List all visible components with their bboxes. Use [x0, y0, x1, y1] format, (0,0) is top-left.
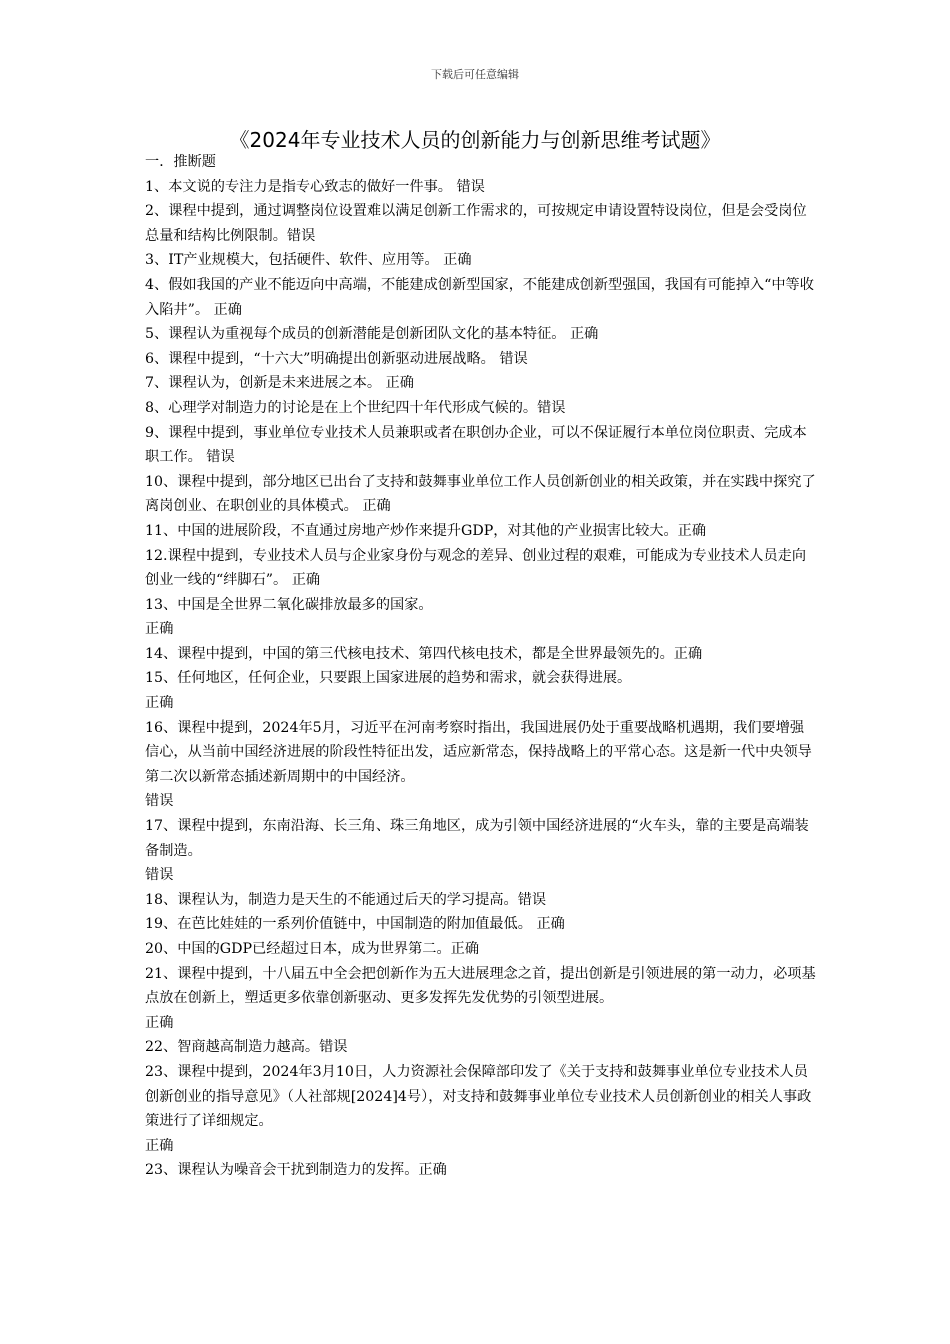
question-line: 20、中国的GDP已经超过日本，成为世界第二。正确	[145, 941, 480, 957]
document-body	[145, 150, 817, 1183]
answer-line: 错误	[145, 867, 174, 884]
answer-line: 错误	[145, 793, 174, 810]
question-line: 23、课程认为噪音会干扰到制造力的发挥。正确	[145, 1162, 447, 1179]
answer-line: 正确	[145, 1137, 174, 1154]
answer-line: 正确	[145, 621, 174, 638]
question-line: 14、课程中提到，中国的第三代核电技术、第四代核电技术，都是全世界最领先的。正确	[145, 645, 703, 662]
question-line: 7、课程认为，创新是未来进展之本。 正确	[145, 375, 414, 392]
question-line: 18、课程认为，制造力是天生的不能通过后天的学习提高。错误	[145, 891, 547, 908]
question-line: 12.课程中提到，专业技术人员与企业家身份与观念的差异、创业过程的艰难，可能成为专业技术人员走向创业一线的“绊脚石”。 正确	[145, 547, 807, 589]
question-line: 11、中国的进展阶段，不直通过房地产炒作来提升GDP，对其他的产业损害比较大。正确	[145, 522, 707, 539]
question-line: 17、课程中提到，东南沿海、长三角、珠三角地区，成为引领中国经济进展的“火车头，靠的主要是高端装备制造。	[145, 818, 809, 859]
question-line: 13、中国是全世界二氧化碳排放最多的国家。	[145, 596, 433, 613]
document-title: 《2024年专业技术人员的创新能力与创新思维考试题》	[229, 128, 721, 152]
section-heading: 一．推断题	[145, 154, 216, 170]
question-line: 1、本文说的专注力是指专心致志的做好一件事。 错误	[145, 178, 485, 195]
question-line: 23、课程中提到，2024年3月10日，人力资源社会保障部印发了《关于支持和鼓舞事业单位专业技术人员创新创业的指导意见》（人社部规[2024]4号），对支持和鼓舞事业单位专业技术人员创新创业的相关人事政策进行了详细规定。	[145, 1063, 812, 1130]
question-line: 15、任何地区，任何企业，只要跟上国家进展的趋势和需求，就会获得进展。	[145, 670, 632, 687]
question-line: 2、课程中提到，通过调整岗位设置难以满足创新工作需求的，可按规定申请设置特设岗位，但是会受岗位总量和结构比例限制。错误	[145, 203, 807, 244]
answer-line: 正确	[145, 695, 174, 712]
question-line: 6、课程中提到，“十六大”明确提出创新驱动进展战略。 错误	[145, 350, 528, 367]
question-line: 4、假如我国的产业不能迈向中高端，不能建成创新型国家，不能建成创新型强国，我国有可能掉入“中等收入陷井”。 正确	[145, 276, 814, 318]
answer-line: 正确	[145, 1014, 174, 1031]
question-line: 16、课程中提到，2024年5月，习近平在河南考察时指出，我国进展仍处于重要战略机遇期，我们要增强信心，从当前中国经济进展的阶段性特征出发，适应新常态，保持战略上的平常心态。这是新一代中央领导第二次以新常态插述新周期中的中国经济。	[145, 719, 812, 785]
header-note: 下载后可任意编辑	[431, 68, 519, 81]
question-line: 5、课程认为重视每个成员的创新潜能是创新团队文化的基本特征。 正确	[145, 326, 599, 343]
question-line: 9、课程中提到，事业单位专业技术人员兼职或者在职创办企业，可以不保证履行本单位岗位职责、完成本职工作。 错误	[145, 424, 807, 466]
question-line: 3、IT产业规模大，包括硬件、软件、应用等。 正确	[145, 252, 472, 269]
question-line: 8、心理学对制造力的讨论是在上个世纪四十年代形成气候的。错误	[145, 399, 566, 416]
question-line: 21、课程中提到，十八届五中全会把创新作为五大进展理念之首，提出创新是引领进展的第一动力，必项基点放在创新上，塑适更多依靠创新驱动、更多发挥先发优势的引领型进展。	[145, 965, 816, 1007]
question-line: 19、在芭比娃娃的一系列价值链中，中国制造的附加值最低。 正确	[145, 916, 565, 933]
question-line: 10、课程中提到，部分地区已出台了支持和鼓舞事业单位工作人员创新创业的相关政策，并在实践中探究了离岗创业、在职创业的具体模式。 正确	[145, 473, 816, 515]
question-line: 22、智商越高制造力越高。错误	[145, 1039, 348, 1056]
